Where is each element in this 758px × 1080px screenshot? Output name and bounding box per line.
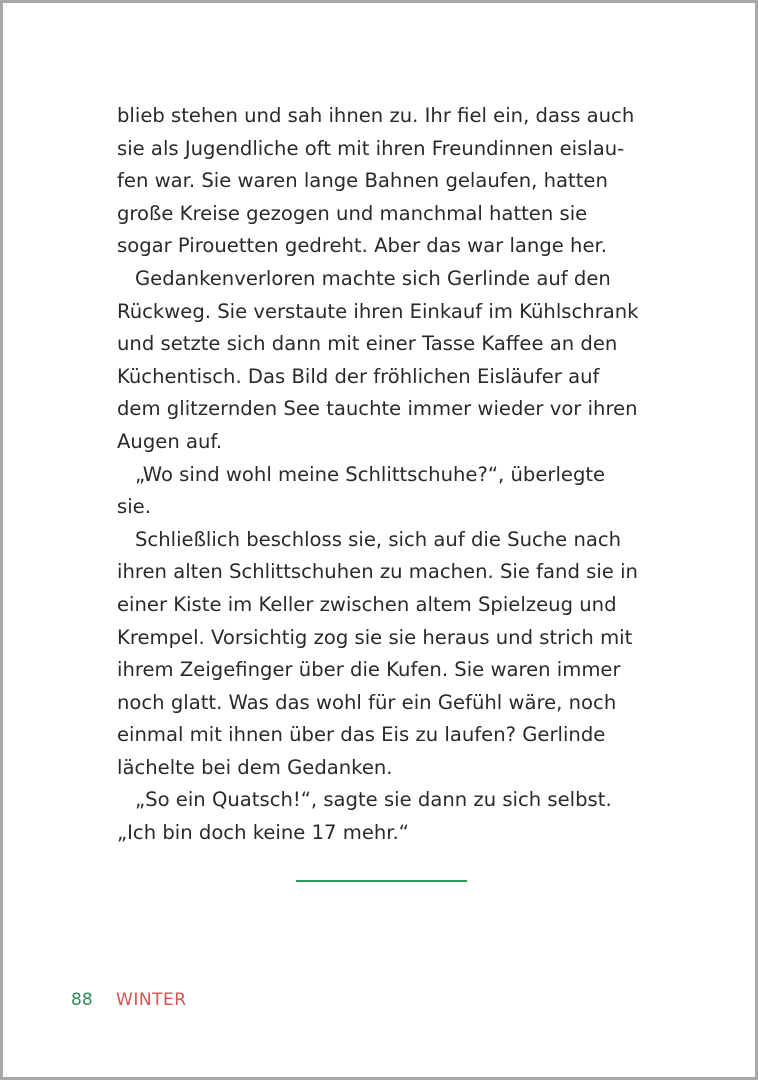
text-line: einmal mit ihnen über das Eis zu laufen? Gerlinde xyxy=(117,723,606,747)
body-text xyxy=(117,100,647,850)
page-number: 88 xyxy=(71,990,93,1010)
text-line: fen war. Sie waren lange Bahnen gelaufen, hatten xyxy=(117,169,608,193)
page-footer xyxy=(71,988,187,1012)
text-line: sogar Pirouetten gedreht. Aber das war lange her. xyxy=(117,234,607,258)
text-line: noch glatt. Was das wohl für ein Gefühl wäre, noch xyxy=(117,690,617,714)
text-line: Rückweg. Sie verstaute ihren Einkauf im Kühlschrank xyxy=(117,299,639,323)
text-line: „So ein Quatsch!“, sagte sie dann zu sich selbst. xyxy=(135,788,612,812)
text-line: lächelte bei dem Gedanken. xyxy=(117,755,393,779)
text-line: ihren alten Schlittschuhen zu machen. Sie fand sie in xyxy=(117,560,638,584)
running-section-title: WINTER xyxy=(116,990,187,1010)
text-line: „Wo sind wohl meine Schlittschuhe?“, überlegte xyxy=(135,462,606,486)
text-line: Krempel. Vorsichtig zog sie sie heraus und strich mit xyxy=(117,625,633,649)
text-line: und setzte sich dann mit einer Tasse Kaffee an den xyxy=(117,332,618,356)
text-line: Schließlich beschloss sie, sich auf die Suche nach xyxy=(135,527,622,551)
text-line: große Kreise gezogen und manchmal hatten sie xyxy=(117,201,588,225)
text-line: blieb stehen und sah ihnen zu. Ihr fiel ein, dass auch xyxy=(117,104,635,127)
text-line: Gedankenverloren machte sich Gerlinde auf den xyxy=(135,266,611,290)
text-line: ihrem Zeigefinger über die Kufen. Sie waren immer xyxy=(117,658,621,682)
text-line: dem glitzernden See tauchte immer wieder vor ihren xyxy=(117,397,638,421)
section-divider xyxy=(296,880,467,882)
text-line: Küchentisch. Das Bild der fröhlichen Eisläufer auf xyxy=(117,364,600,388)
text-line: sie als Jugendliche oft mit ihren Freundinnen eislau- xyxy=(117,136,625,160)
text-line: „Ich bin doch keine 17 mehr.“ xyxy=(117,821,409,845)
text-line: Augen auf. xyxy=(117,429,223,453)
text-line: einer Kiste im Keller zwischen altem Spielzeug und xyxy=(117,592,617,616)
text-line: sie. xyxy=(117,495,151,519)
